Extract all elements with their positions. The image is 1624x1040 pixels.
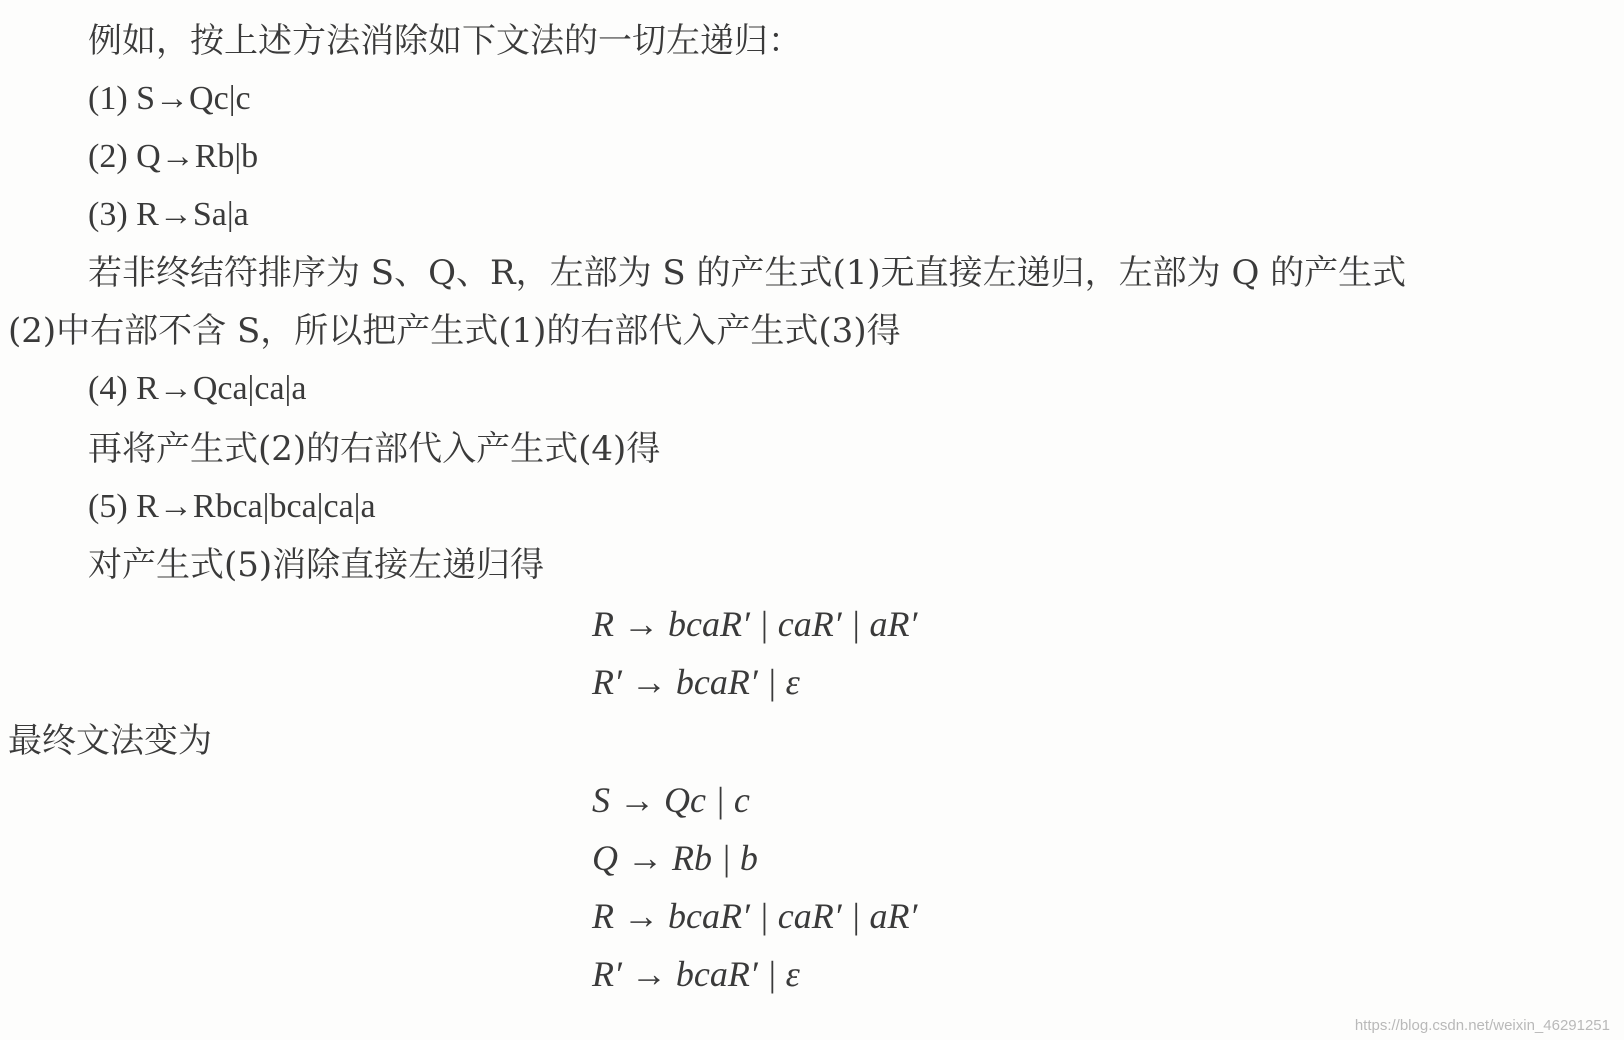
paragraph-1-line-2: (2)中右部不含 S，所以把产生式(1)的右部代入产生式(3)得 <box>8 311 901 351</box>
final-rule-s: S → Qc | c <box>592 780 750 820</box>
rule-3: (3) R→Sa|a <box>88 196 249 233</box>
rule-2: (2) Q→Rb|b <box>88 138 259 175</box>
rule-5: (5) R→Rbca|bca|ca|a <box>88 488 376 525</box>
elimination-rule-r: R → bcaR′ | caR′ | aR′ <box>592 604 918 644</box>
paragraph-2: 再将产生式(2)的右部代入产生式(4)得 <box>88 429 661 469</box>
intro-text: 例如，按上述方法消除如下文法的一切左递归： <box>88 21 802 61</box>
final-grammar-heading: 最终文法变为 <box>8 721 212 761</box>
paragraph-3: 对产生式(5)消除直接左递归得 <box>88 545 545 585</box>
watermark-url: https://blog.csdn.net/weixin_46291251 <box>1354 1017 1610 1034</box>
elimination-rule-r-prime: R′ → bcaR′ | ε <box>592 662 800 702</box>
final-rule-q: Q → Rb | b <box>592 838 758 878</box>
paragraph-1-line-1: 若非终结符排序为 S、Q、R，左部为 S 的产生式(1)无直接左递归，左部为 Q 的产生式 <box>88 253 1407 293</box>
final-rule-r-prime: R′ → bcaR′ | ε <box>592 954 800 994</box>
rule-4: (4) R→Qca|ca|a <box>88 370 307 407</box>
final-rule-r: R → bcaR′ | caR′ | aR′ <box>592 896 918 936</box>
rule-1: (1) S→Qc|c <box>88 80 251 117</box>
